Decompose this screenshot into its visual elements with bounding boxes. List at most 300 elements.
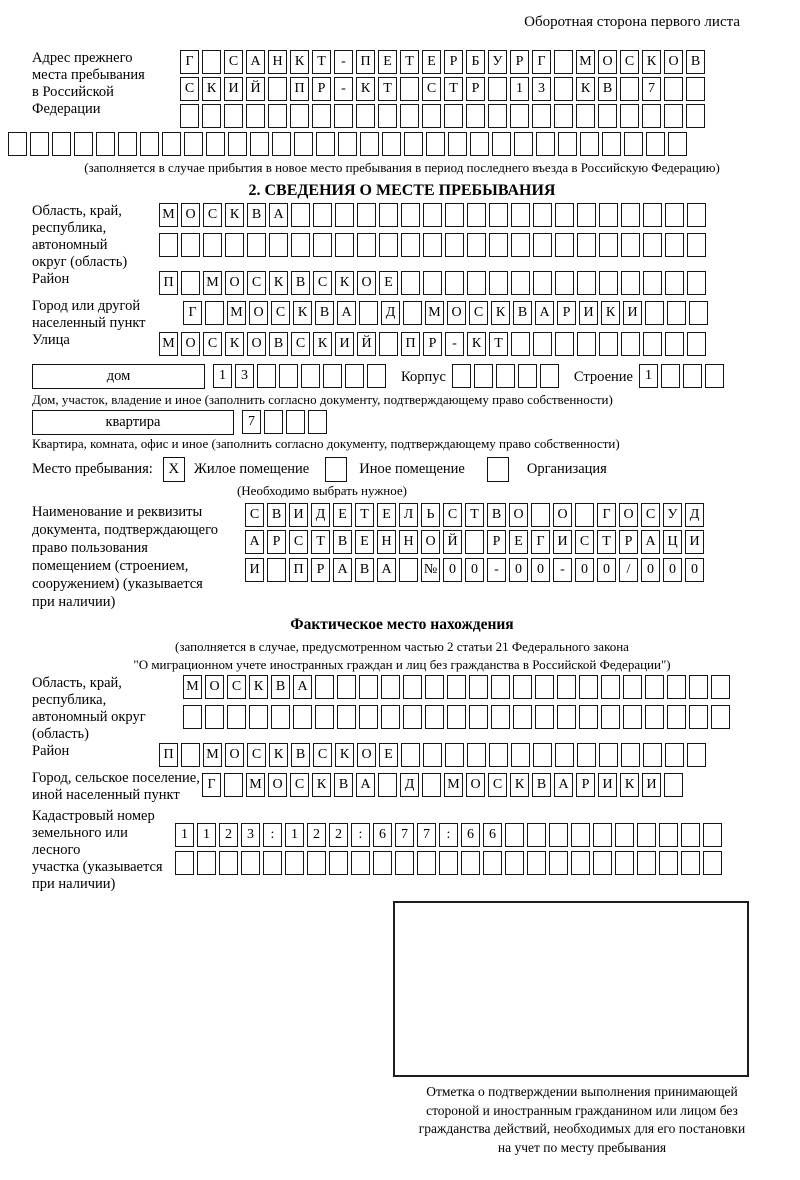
grid-cell[interactable]: Н — [377, 530, 396, 554]
organizatsiya-checkbox[interactable] — [487, 457, 509, 482]
grid-cell[interactable] — [423, 271, 442, 295]
grid-cell[interactable] — [510, 104, 529, 128]
dom-field-box[interactable]: дом — [32, 364, 205, 389]
grid-cell[interactable] — [621, 203, 640, 227]
grid-cell[interactable]: С — [289, 530, 308, 554]
grid-cell[interactable] — [488, 104, 507, 128]
grid-cell[interactable] — [334, 104, 353, 128]
grid-cell[interactable]: П — [289, 558, 308, 582]
grid-cell[interactable] — [219, 851, 238, 875]
grid-cell[interactable] — [400, 104, 419, 128]
grid-cell[interactable]: 0 — [685, 558, 704, 582]
grid-cell[interactable]: С — [443, 503, 462, 527]
grid-cell[interactable] — [286, 410, 305, 434]
grid-cell[interactable] — [533, 743, 552, 767]
grid-cell[interactable] — [579, 705, 598, 729]
grid-cell[interactable] — [359, 675, 378, 699]
grid-cell[interactable] — [470, 132, 489, 156]
grid-cell[interactable] — [30, 132, 49, 156]
grid-cell[interactable]: О — [205, 675, 224, 699]
grid-cell[interactable]: Т — [444, 77, 463, 101]
grid-cell[interactable] — [379, 233, 398, 257]
grid-cell[interactable] — [579, 675, 598, 699]
grid-cell[interactable]: Р — [267, 530, 286, 554]
grid-cell[interactable] — [401, 233, 420, 257]
grid-cell[interactable]: Д — [685, 503, 704, 527]
grid-cell[interactable]: Л — [399, 503, 418, 527]
grid-cell[interactable]: К — [642, 50, 661, 74]
grid-cell[interactable] — [535, 705, 554, 729]
grid-cell[interactable] — [423, 743, 442, 767]
grid-cell[interactable] — [623, 705, 642, 729]
grid-cell[interactable] — [448, 132, 467, 156]
grid-cell[interactable] — [323, 364, 342, 388]
grid-cell[interactable] — [555, 203, 574, 227]
grid-cell[interactable] — [687, 332, 706, 356]
grid-cell[interactable] — [378, 104, 397, 128]
grid-cell[interactable]: И — [245, 558, 264, 582]
grid-cell[interactable]: К — [576, 77, 595, 101]
grid-cell[interactable]: У — [663, 503, 682, 527]
grid-cell[interactable]: Й — [246, 77, 265, 101]
grid-cell[interactable] — [378, 773, 397, 797]
grid-cell[interactable]: 1 — [639, 364, 658, 388]
grid-cell[interactable] — [527, 851, 546, 875]
grid-cell[interactable] — [637, 823, 656, 847]
grid-cell[interactable] — [467, 233, 486, 257]
grid-cell[interactable]: Д — [381, 301, 400, 325]
grid-cell[interactable] — [422, 104, 441, 128]
grid-cell[interactable] — [624, 132, 643, 156]
grid-cell[interactable]: И — [579, 301, 598, 325]
grid-cell[interactable] — [279, 364, 298, 388]
grid-cell[interactable] — [425, 675, 444, 699]
grid-cell[interactable]: Г — [180, 50, 199, 74]
grid-cell[interactable] — [316, 132, 335, 156]
grid-cell[interactable]: 7 — [395, 823, 414, 847]
grid-cell[interactable]: Ь — [421, 503, 440, 527]
grid-cell[interactable] — [599, 233, 618, 257]
grid-cell[interactable] — [312, 104, 331, 128]
grid-cell[interactable] — [549, 851, 568, 875]
grid-cell[interactable] — [301, 364, 320, 388]
grid-cell[interactable] — [664, 773, 683, 797]
grid-cell[interactable]: Д — [311, 503, 330, 527]
grid-cell[interactable]: П — [159, 271, 178, 295]
grid-cell[interactable] — [555, 743, 574, 767]
grid-cell[interactable] — [555, 332, 574, 356]
grid-cell[interactable] — [681, 851, 700, 875]
grid-cell[interactable] — [599, 203, 618, 227]
grid-cell[interactable] — [513, 675, 532, 699]
grid-cell[interactable]: С — [313, 271, 332, 295]
grid-cell[interactable] — [491, 675, 510, 699]
grid-cell[interactable]: В — [333, 530, 352, 554]
grid-cell[interactable]: 7 — [642, 77, 661, 101]
grid-cell[interactable] — [646, 132, 665, 156]
grid-cell[interactable] — [533, 203, 552, 227]
grid-cell[interactable]: И — [598, 773, 617, 797]
grid-cell[interactable]: 0 — [465, 558, 484, 582]
grid-cell[interactable] — [643, 233, 662, 257]
grid-cell[interactable] — [445, 271, 464, 295]
grid-cell[interactable]: С — [247, 271, 266, 295]
grid-cell[interactable] — [395, 851, 414, 875]
grid-cell[interactable] — [159, 233, 178, 257]
grid-cell[interactable]: С — [227, 675, 246, 699]
grid-cell[interactable]: О — [357, 743, 376, 767]
grid-cell[interactable]: К — [225, 203, 244, 227]
grid-cell[interactable] — [533, 233, 552, 257]
grid-cell[interactable]: 6 — [483, 823, 502, 847]
grid-cell[interactable]: Е — [378, 50, 397, 74]
grid-cell[interactable] — [197, 851, 216, 875]
grid-cell[interactable]: М — [203, 271, 222, 295]
grid-cell[interactable]: А — [554, 773, 573, 797]
grid-cell[interactable]: С — [290, 773, 309, 797]
grid-cell[interactable]: 3 — [241, 823, 260, 847]
grid-cell[interactable]: К — [601, 301, 620, 325]
grid-cell[interactable] — [577, 743, 596, 767]
grid-cell[interactable]: А — [641, 530, 660, 554]
grid-cell[interactable]: И — [224, 77, 243, 101]
grid-cell[interactable] — [593, 823, 612, 847]
grid-cell[interactable] — [687, 271, 706, 295]
grid-cell[interactable] — [447, 705, 466, 729]
grid-cell[interactable] — [228, 132, 247, 156]
grid-cell[interactable] — [467, 743, 486, 767]
grid-cell[interactable] — [496, 364, 515, 388]
grid-cell[interactable] — [423, 233, 442, 257]
grid-cell[interactable] — [711, 705, 730, 729]
grid-cell[interactable]: Р — [510, 50, 529, 74]
grid-cell[interactable] — [417, 851, 436, 875]
grid-cell[interactable] — [269, 233, 288, 257]
grid-cell[interactable]: К — [225, 332, 244, 356]
grid-cell[interactable]: Д — [400, 773, 419, 797]
grid-cell[interactable] — [401, 743, 420, 767]
grid-cell[interactable] — [202, 104, 221, 128]
grid-cell[interactable] — [335, 203, 354, 227]
grid-cell[interactable]: К — [313, 332, 332, 356]
grid-cell[interactable]: С — [313, 743, 332, 767]
grid-cell[interactable]: О — [181, 203, 200, 227]
grid-cell[interactable] — [623, 675, 642, 699]
grid-cell[interactable] — [687, 233, 706, 257]
grid-cell[interactable]: О — [509, 503, 528, 527]
grid-cell[interactable] — [511, 743, 530, 767]
grid-cell[interactable]: О — [249, 301, 268, 325]
grid-cell[interactable] — [403, 301, 422, 325]
grid-cell[interactable] — [96, 132, 115, 156]
grid-cell[interactable]: Ц — [663, 530, 682, 554]
grid-cell[interactable]: С — [620, 50, 639, 74]
grid-cell[interactable]: И — [553, 530, 572, 554]
grid-cell[interactable] — [181, 271, 200, 295]
grid-cell[interactable] — [645, 675, 664, 699]
grid-cell[interactable]: К — [202, 77, 221, 101]
grid-cell[interactable]: К — [335, 743, 354, 767]
grid-cell[interactable] — [291, 203, 310, 227]
grid-cell[interactable] — [689, 301, 708, 325]
grid-cell[interactable]: В — [686, 50, 705, 74]
grid-cell[interactable]: К — [290, 50, 309, 74]
grid-cell[interactable]: В — [247, 203, 266, 227]
grid-cell[interactable]: Г — [531, 530, 550, 554]
grid-cell[interactable] — [399, 558, 418, 582]
grid-cell[interactable] — [571, 823, 590, 847]
grid-cell[interactable] — [643, 743, 662, 767]
grid-cell[interactable]: - — [334, 50, 353, 74]
grid-cell[interactable]: С — [180, 77, 199, 101]
grid-cell[interactable]: Е — [422, 50, 441, 74]
grid-cell[interactable]: Р — [311, 558, 330, 582]
grid-cell[interactable] — [489, 233, 508, 257]
grid-cell[interactable]: К — [510, 773, 529, 797]
grid-cell[interactable]: Р — [423, 332, 442, 356]
grid-cell[interactable] — [643, 203, 662, 227]
grid-cell[interactable] — [557, 705, 576, 729]
grid-cell[interactable]: Т — [465, 503, 484, 527]
grid-cell[interactable]: С — [203, 203, 222, 227]
grid-cell[interactable] — [246, 104, 265, 128]
grid-cell[interactable] — [549, 823, 568, 847]
grid-cell[interactable] — [294, 132, 313, 156]
grid-cell[interactable]: О — [447, 301, 466, 325]
grid-cell[interactable]: С — [422, 77, 441, 101]
grid-cell[interactable]: Е — [379, 743, 398, 767]
grid-cell[interactable] — [667, 705, 686, 729]
grid-cell[interactable] — [140, 132, 159, 156]
grid-cell[interactable] — [315, 705, 334, 729]
grid-cell[interactable] — [686, 77, 705, 101]
grid-cell[interactable] — [489, 271, 508, 295]
grid-cell[interactable]: Г — [597, 503, 616, 527]
grid-cell[interactable] — [403, 705, 422, 729]
grid-cell[interactable] — [687, 743, 706, 767]
grid-cell[interactable]: К — [249, 675, 268, 699]
grid-cell[interactable]: К — [467, 332, 486, 356]
grid-cell[interactable]: : — [263, 823, 282, 847]
grid-cell[interactable] — [184, 132, 203, 156]
grid-cell[interactable] — [642, 104, 661, 128]
grid-cell[interactable]: В — [355, 558, 374, 582]
grid-cell[interactable] — [599, 332, 618, 356]
grid-cell[interactable] — [575, 503, 594, 527]
grid-cell[interactable]: - — [334, 77, 353, 101]
grid-cell[interactable]: К — [335, 271, 354, 295]
grid-cell[interactable]: Р — [557, 301, 576, 325]
grid-cell[interactable] — [401, 271, 420, 295]
grid-cell[interactable]: Р — [619, 530, 638, 554]
grid-cell[interactable] — [659, 823, 678, 847]
grid-cell[interactable] — [488, 77, 507, 101]
grid-cell[interactable] — [489, 203, 508, 227]
grid-cell[interactable]: Т — [400, 50, 419, 74]
grid-cell[interactable] — [263, 851, 282, 875]
grid-cell[interactable] — [403, 675, 422, 699]
grid-cell[interactable] — [351, 851, 370, 875]
grid-cell[interactable] — [268, 104, 287, 128]
grid-cell[interactable]: С — [245, 503, 264, 527]
grid-cell[interactable]: : — [439, 823, 458, 847]
grid-cell[interactable] — [439, 851, 458, 875]
grid-cell[interactable]: М — [227, 301, 246, 325]
grid-cell[interactable] — [664, 104, 683, 128]
grid-cell[interactable]: Е — [509, 530, 528, 554]
grid-cell[interactable]: С — [247, 743, 266, 767]
grid-cell[interactable]: 3 — [532, 77, 551, 101]
grid-cell[interactable] — [518, 364, 537, 388]
grid-cell[interactable] — [272, 132, 291, 156]
grid-cell[interactable]: 6 — [461, 823, 480, 847]
grid-cell[interactable]: П — [356, 50, 375, 74]
grid-cell[interactable]: В — [269, 332, 288, 356]
grid-cell[interactable]: В — [513, 301, 532, 325]
grid-cell[interactable] — [667, 301, 686, 325]
grid-cell[interactable]: С — [271, 301, 290, 325]
grid-cell[interactable] — [381, 705, 400, 729]
grid-cell[interactable] — [602, 132, 621, 156]
grid-cell[interactable] — [492, 132, 511, 156]
grid-cell[interactable]: О — [181, 332, 200, 356]
grid-cell[interactable] — [555, 271, 574, 295]
grid-cell[interactable]: - — [553, 558, 572, 582]
grid-cell[interactable] — [661, 364, 680, 388]
grid-cell[interactable] — [329, 851, 348, 875]
grid-cell[interactable] — [461, 851, 480, 875]
grid-cell[interactable] — [505, 851, 524, 875]
grid-cell[interactable] — [465, 530, 484, 554]
grid-cell[interactable]: 2 — [307, 823, 326, 847]
grid-cell[interactable]: С — [641, 503, 660, 527]
grid-cell[interactable]: Р — [487, 530, 506, 554]
grid-cell[interactable] — [664, 77, 683, 101]
grid-cell[interactable] — [527, 823, 546, 847]
grid-cell[interactable]: 1 — [213, 364, 232, 388]
grid-cell[interactable]: П — [159, 743, 178, 767]
grid-cell[interactable] — [533, 332, 552, 356]
grid-cell[interactable]: О — [225, 271, 244, 295]
grid-cell[interactable] — [224, 773, 243, 797]
grid-cell[interactable] — [271, 705, 290, 729]
grid-cell[interactable] — [315, 675, 334, 699]
grid-cell[interactable] — [659, 851, 678, 875]
grid-cell[interactable]: В — [598, 77, 617, 101]
grid-cell[interactable]: 0 — [443, 558, 462, 582]
grid-cell[interactable]: П — [401, 332, 420, 356]
grid-cell[interactable] — [665, 203, 684, 227]
grid-cell[interactable] — [183, 705, 202, 729]
grid-cell[interactable] — [511, 233, 530, 257]
grid-cell[interactable]: Р — [466, 77, 485, 101]
grid-cell[interactable]: 1 — [510, 77, 529, 101]
grid-cell[interactable] — [308, 410, 327, 434]
grid-cell[interactable]: А — [333, 558, 352, 582]
grid-cell[interactable] — [257, 364, 276, 388]
grid-cell[interactable] — [467, 203, 486, 227]
grid-cell[interactable] — [489, 743, 508, 767]
grid-cell[interactable] — [576, 104, 595, 128]
grid-cell[interactable] — [577, 203, 596, 227]
grid-cell[interactable] — [703, 823, 722, 847]
grid-cell[interactable] — [483, 851, 502, 875]
grid-cell[interactable] — [703, 851, 722, 875]
grid-cell[interactable] — [373, 851, 392, 875]
grid-cell[interactable]: К — [293, 301, 312, 325]
grid-cell[interactable]: 0 — [597, 558, 616, 582]
grid-cell[interactable] — [689, 705, 708, 729]
grid-cell[interactable]: О — [225, 743, 244, 767]
grid-cell[interactable]: А — [337, 301, 356, 325]
grid-cell[interactable] — [423, 203, 442, 227]
grid-cell[interactable] — [205, 301, 224, 325]
grid-cell[interactable]: - — [445, 332, 464, 356]
grid-cell[interactable]: 7 — [242, 410, 261, 434]
grid-cell[interactable]: Б — [466, 50, 485, 74]
grid-cell[interactable] — [554, 77, 573, 101]
grid-cell[interactable]: М — [246, 773, 265, 797]
grid-cell[interactable]: С — [203, 332, 222, 356]
grid-cell[interactable] — [285, 851, 304, 875]
grid-cell[interactable] — [577, 332, 596, 356]
grid-cell[interactable] — [469, 705, 488, 729]
grid-cell[interactable] — [247, 233, 266, 257]
grid-cell[interactable]: В — [532, 773, 551, 797]
grid-cell[interactable]: Н — [268, 50, 287, 74]
grid-cell[interactable] — [382, 132, 401, 156]
grid-cell[interactable]: Р — [576, 773, 595, 797]
grid-cell[interactable]: 1 — [175, 823, 194, 847]
grid-cell[interactable] — [665, 743, 684, 767]
grid-cell[interactable]: О — [247, 332, 266, 356]
grid-cell[interactable] — [52, 132, 71, 156]
grid-cell[interactable]: П — [290, 77, 309, 101]
grid-cell[interactable] — [202, 50, 221, 74]
grid-cell[interactable] — [337, 705, 356, 729]
grid-cell[interactable]: В — [271, 675, 290, 699]
grid-cell[interactable] — [205, 705, 224, 729]
grid-cell[interactable] — [601, 675, 620, 699]
grid-cell[interactable]: : — [351, 823, 370, 847]
grid-cell[interactable] — [681, 823, 700, 847]
grid-cell[interactable]: С — [488, 773, 507, 797]
grid-cell[interactable]: В — [487, 503, 506, 527]
grid-cell[interactable] — [643, 332, 662, 356]
grid-cell[interactable] — [511, 203, 530, 227]
grid-cell[interactable]: В — [291, 743, 310, 767]
grid-cell[interactable] — [225, 233, 244, 257]
grid-cell[interactable]: А — [356, 773, 375, 797]
grid-cell[interactable] — [620, 104, 639, 128]
grid-cell[interactable] — [466, 104, 485, 128]
grid-cell[interactable] — [599, 271, 618, 295]
grid-cell[interactable] — [598, 104, 617, 128]
grid-cell[interactable] — [637, 851, 656, 875]
grid-cell[interactable]: М — [425, 301, 444, 325]
grid-cell[interactable]: С — [291, 332, 310, 356]
grid-cell[interactable]: Г — [202, 773, 221, 797]
grid-cell[interactable]: И — [289, 503, 308, 527]
grid-cell[interactable] — [445, 743, 464, 767]
grid-cell[interactable] — [359, 705, 378, 729]
grid-cell[interactable]: Г — [183, 301, 202, 325]
grid-cell[interactable] — [593, 851, 612, 875]
grid-cell[interactable]: - — [487, 558, 506, 582]
grid-cell[interactable] — [175, 851, 194, 875]
grid-cell[interactable] — [474, 364, 493, 388]
grid-cell[interactable]: М — [159, 203, 178, 227]
